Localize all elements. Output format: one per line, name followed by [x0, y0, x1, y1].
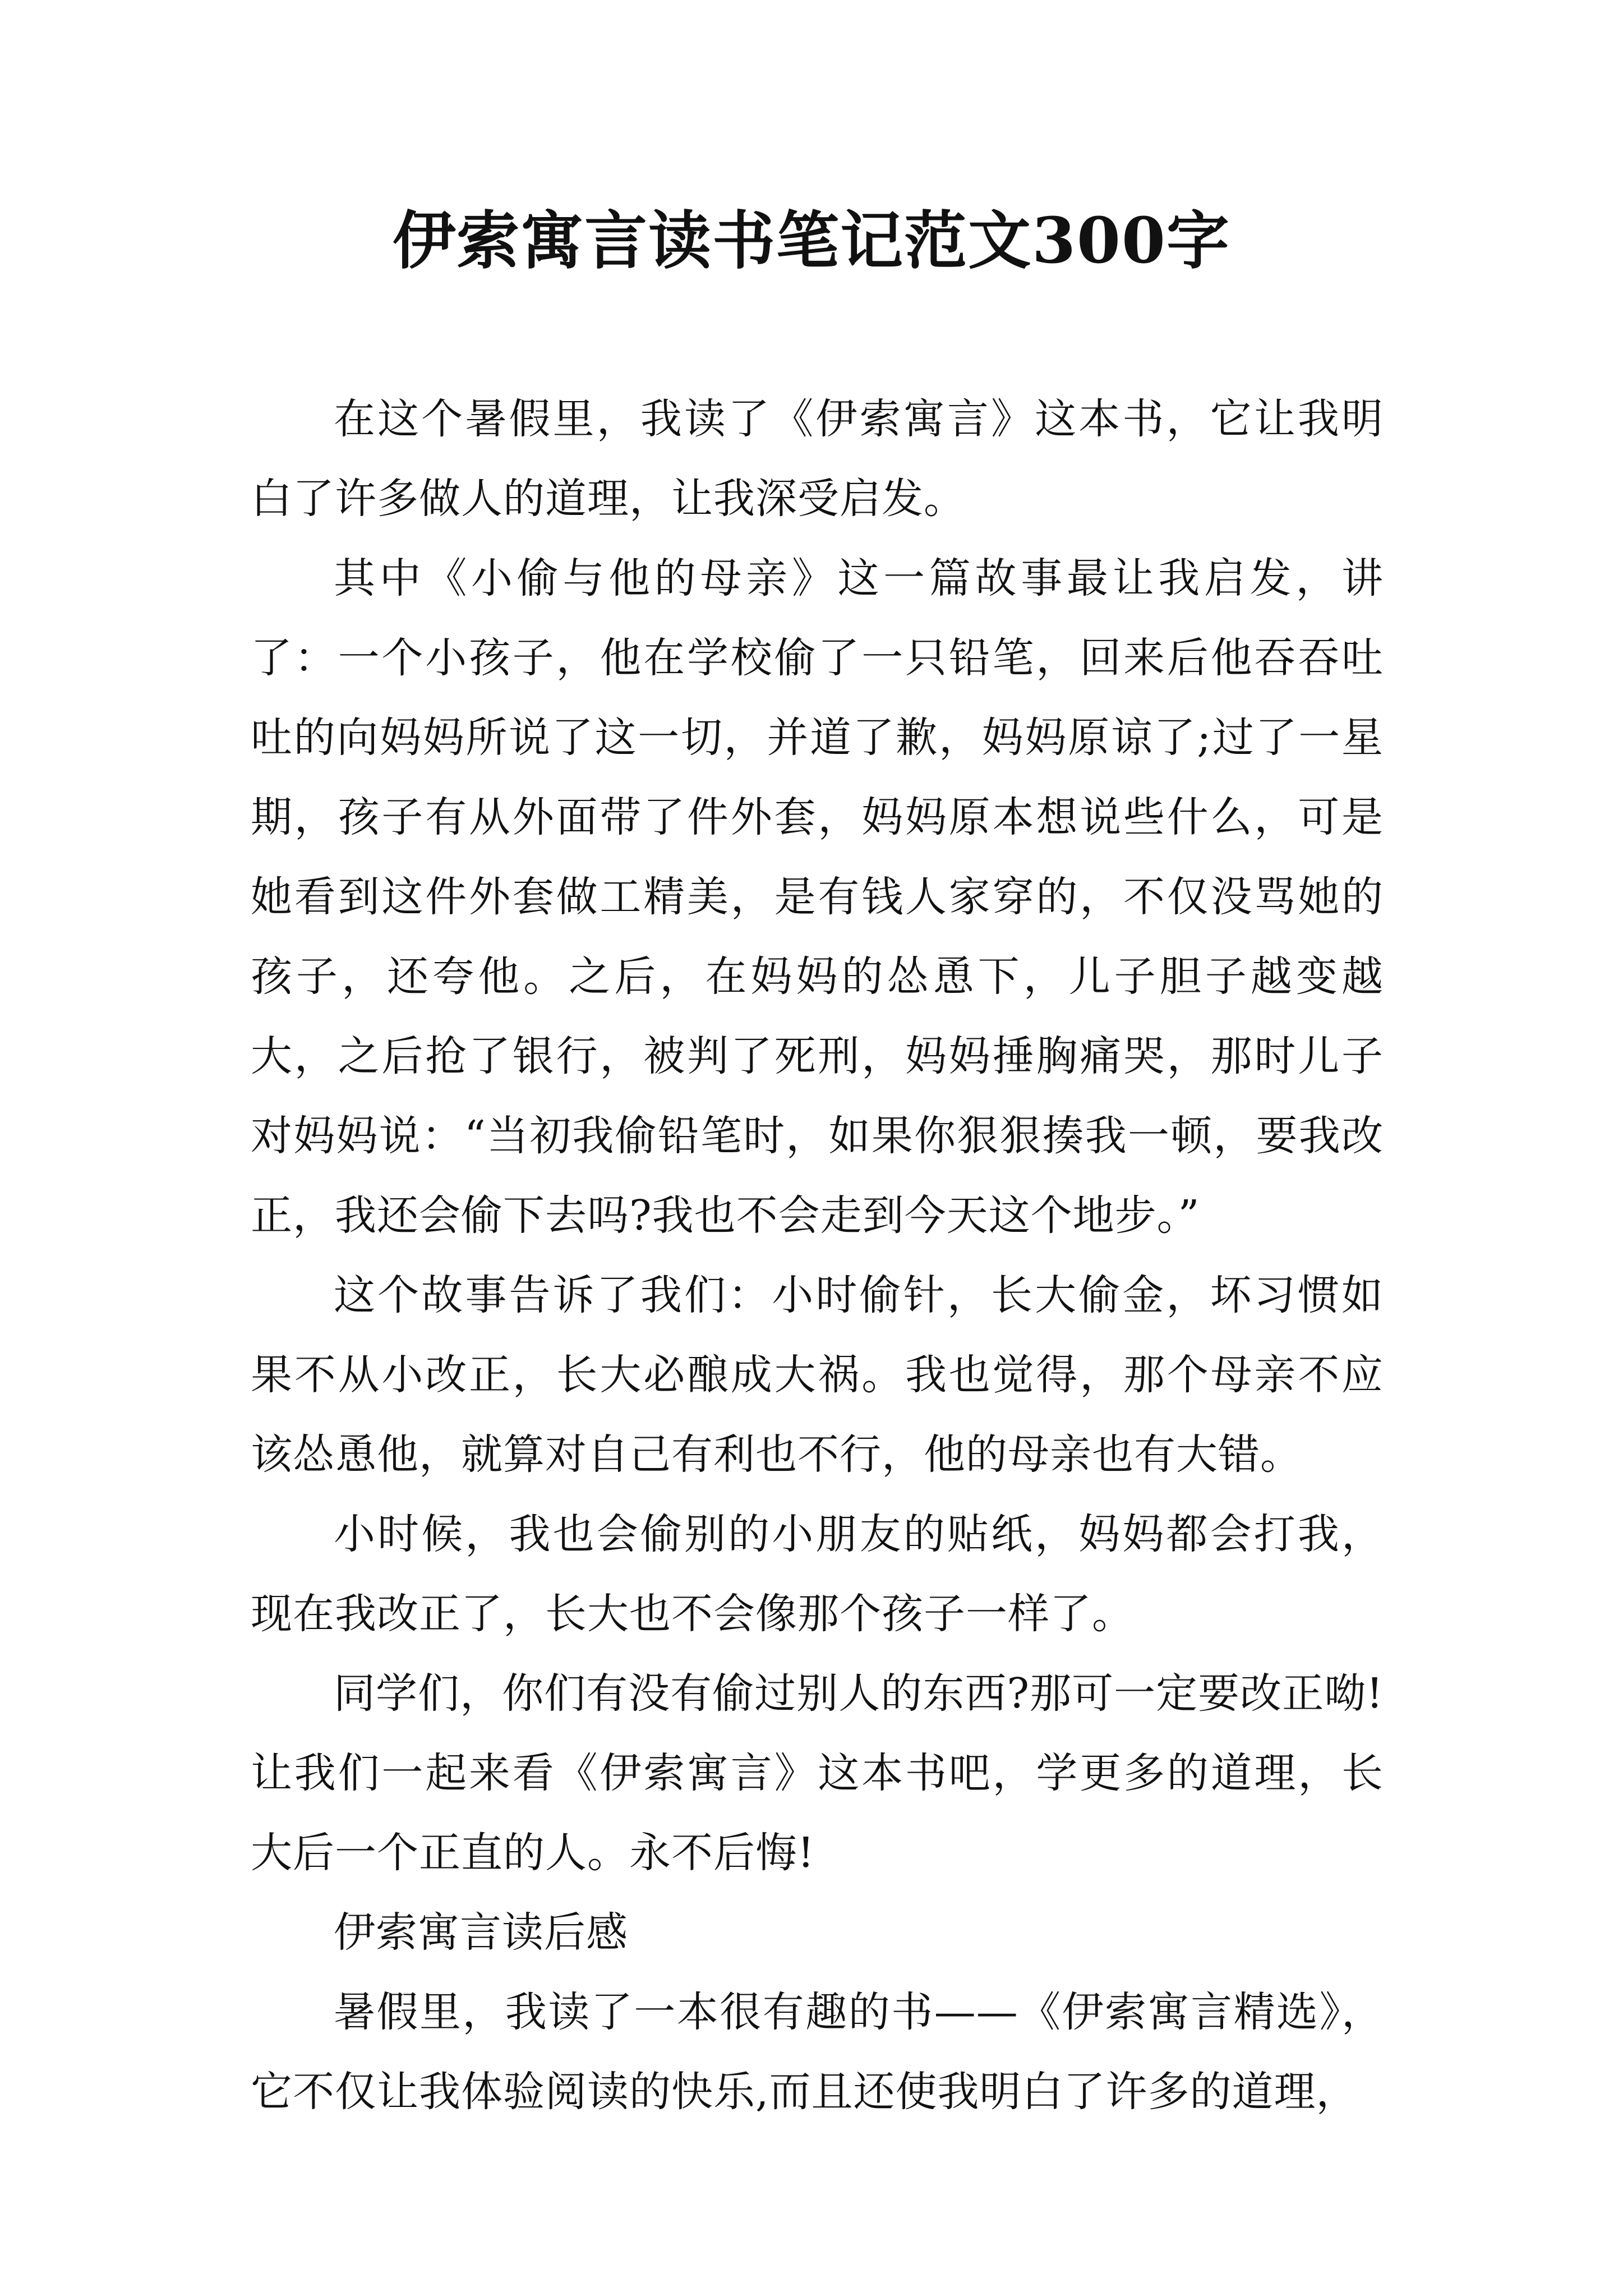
paragraph-2: 其中《小偷与他的母亲》这一篇故事最让我启发，讲了：一个小孩子，他在学校偷了一只铅笔，回来后他吞吞吐吐的向妈妈所说了这一切，并道了歉，妈妈原谅了;过了一星期，孩子有从外面带了件外套，妈妈原本想说些什么，可是她看到这件外套做工精美，是有钱人家穿的，不仅没骂她的孩子，还夸他。之后，在妈妈的怂恿下，儿子胆子越变越大，之后抢了银行，被判了死刑，妈妈捶胸痛哭，那时儿子对妈妈说：“当初我偷铅笔时，如果你狠狠揍我一顿，要我改正，我还会偷下去吗?我也不会走到今天这个地步。” — [251, 554, 1384, 1240]
paragraph-3: 这个故事告诉了我们：小时偷针，长大偷金，坏习惯如果不从小改正，长大必酿成大祸。我也觉得，那个母亲不应该怂恿他，就算对自己有利也不行，他的母亲也有大错。 — [251, 1271, 1384, 1479]
paragraph-4: 小时候，我也会偷别的小朋友的贴纸，妈妈都会打我，现在我改正了，长大也不会像那个孩子一样了。 — [251, 1510, 1384, 1638]
document-title: 伊索寓言读书笔记范文300字 — [393, 204, 1230, 278]
document-body — [251, 379, 1384, 2132]
paragraph-7: 暑假里，我读了一本很有趣的书——《伊索寓言精选》，它不仅让我体验阅读的快乐,而且还使我明白了许多的道理， — [251, 1988, 1384, 2116]
paragraph-5: 同学们，你们有没有偷过别人的东西?那可一定要改正呦!让我们一起来看《伊索寓言》这本书吧，学更多的道理，长大后一个正直的人。永不后悔! — [251, 1669, 1384, 1877]
section-heading: 伊索寓言读后感 — [334, 1908, 628, 1957]
paragraph-1: 在这个暑假里，我读了《伊索寓言》这本书，它让我明白了许多做人的道理，让我深受启发。 — [251, 395, 1384, 523]
